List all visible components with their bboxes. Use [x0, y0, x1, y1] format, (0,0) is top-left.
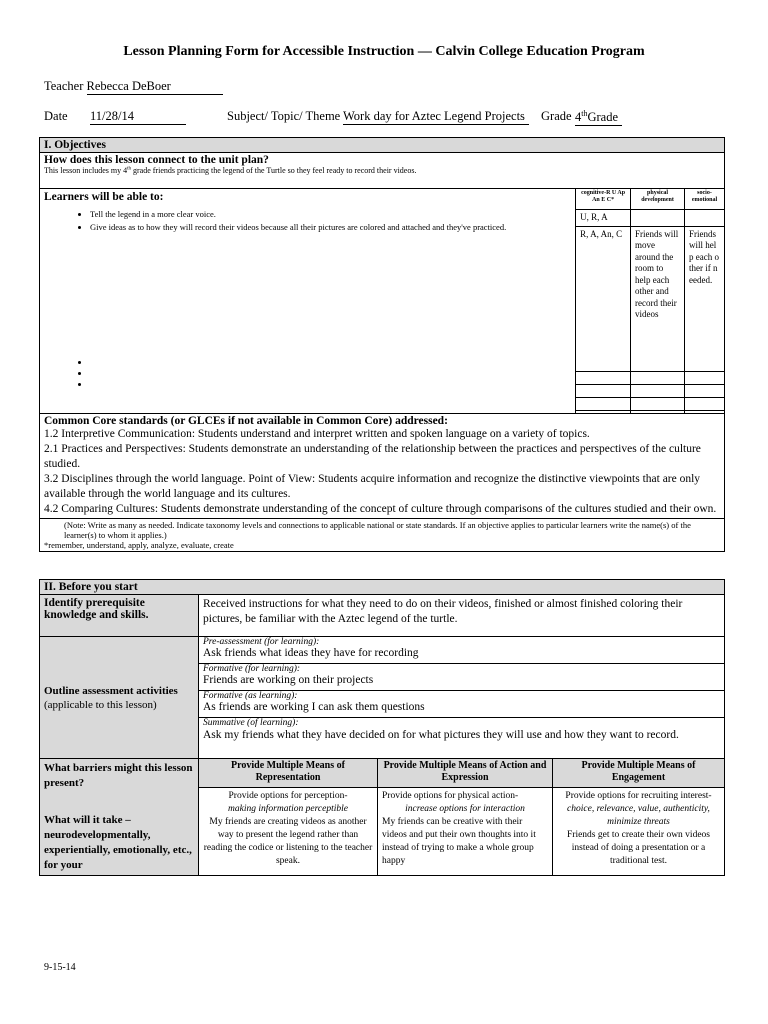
- learners-cell: [40, 189, 576, 414]
- objective-1-physical: [631, 210, 685, 227]
- empty-cell: [576, 371, 631, 384]
- taxonomy-footnote: *remember, understand, apply, analyze, evaluate, create: [44, 539, 234, 550]
- col-physical-header: physical development: [631, 189, 685, 210]
- empty-cell: [685, 397, 725, 410]
- objectives-section-title: I. Objectives: [40, 138, 725, 153]
- means-intro: Provide options for recruiting interest-: [565, 790, 712, 801]
- common-core-cell: [40, 413, 725, 518]
- standard-item: 4.2 Comparing Cultures: Students demonstrate understanding of the concept of culture through comparisons of the cultures studied and their own.: [44, 502, 717, 515]
- note-text: (Note: Write as many as needed. Indicate taxonomy levels and connections to applicable national or state standards. If an objective applies to particular learners write the name(s) of the learner(s) to whom it applies.): [64, 519, 691, 540]
- objective-2-cognitive: R, A, An, C: [576, 226, 631, 371]
- connect-cell: [40, 153, 725, 189]
- assessment-label: Outline assessment activities: [44, 684, 178, 697]
- objective-2-physical: Friends will move around the room to help each other and record their videos: [631, 226, 685, 371]
- empty-cell: [685, 384, 725, 397]
- means-italic: making information perceptible: [228, 803, 348, 814]
- teacher-row: [44, 79, 223, 95]
- assessment-value: Ask friends what ideas they have for recording: [203, 647, 419, 659]
- empty-bullets: [44, 357, 90, 390]
- standard-item: 2.1 Practices and Perspectives: Students demonstrate an understanding of the relationship between the practices and perspectives of the culture studied.: [44, 442, 701, 470]
- objective-2-socio: Friends will help each other if needed.: [685, 226, 725, 371]
- before-section-title: II. Before you start: [40, 580, 725, 595]
- objective-1-socio: [685, 210, 725, 227]
- formative-as-cell: [199, 691, 725, 718]
- empty-cell: [631, 384, 685, 397]
- assessment-value: As friends are working I can ask them questions: [203, 701, 425, 713]
- learner-objective-item: • Give ideas as to how they will record their videos because all their pictures are colored and attached and they've practiced.: [90, 222, 571, 233]
- pre-assessment-cell: [199, 637, 725, 664]
- assessment-type: Formative (as learning):: [203, 691, 298, 701]
- footer-date: 9-15-14: [44, 962, 76, 973]
- teacher-label: Teacher: [44, 79, 84, 93]
- assessment-type: Pre-assessment (for learning):: [203, 637, 320, 647]
- assessment-type: Summative (of learning):: [203, 718, 299, 728]
- means-body: My friends can be creative with their videos and put their own thoughts into it instead of trying to make a whole group happy: [382, 816, 536, 866]
- means-action-cell: [378, 787, 553, 875]
- learners-list: [44, 209, 571, 233]
- teacher-field[interactable]: Rebecca DeBoer: [87, 79, 223, 95]
- grade-field[interactable]: 4thGrade: [575, 109, 622, 126]
- what-will-it-take-label: What will it take – neurodevelopmentally, experientially, emotionally, etc., for your: [44, 814, 192, 871]
- barriers-cell: [40, 759, 199, 876]
- summative-cell: [199, 718, 725, 759]
- means-intro: Provide options for physical action-: [382, 790, 519, 801]
- barriers-label: What barriers might this lesson present?: [44, 762, 193, 789]
- col-socio-header: socio-emotional: [685, 189, 725, 210]
- means-representation-header: Provide Multiple Means of Representation: [199, 759, 378, 788]
- means-action-header: Provide Multiple Means of Action and Expression: [378, 759, 553, 788]
- connect-question: How does this lesson connect to the unit plan?: [44, 154, 269, 166]
- objectives-table: [39, 137, 725, 552]
- learner-objective-item: • Tell the legend in a more clear voice.: [90, 209, 571, 220]
- standard-item: 3.2 Disciplines through the world language. Point of View: Students acquire information and recognize the distinctive viewpoints that are only available through the world language and its cultures.: [44, 472, 701, 500]
- means-body: Friends get to create their own videos instead of doing a presentation or a traditional test.: [567, 829, 710, 866]
- standard-item: 1.2 Interpretive Communication: Students understand and interpret written and spoken language on a variety of topics.: [44, 427, 590, 440]
- common-core-label: Common Core standards (or GLCEs if not available in Common Core) addressed:: [44, 414, 448, 427]
- assessment-label-cell: [40, 637, 199, 759]
- date-label: Date: [44, 109, 68, 123]
- empty-cell: [576, 397, 631, 410]
- empty-cell: [576, 384, 631, 397]
- before-table: [39, 579, 725, 876]
- means-engagement-header: Provide Multiple Means of Engagement: [553, 759, 725, 788]
- empty-cell: [685, 371, 725, 384]
- subject-field[interactable]: Work day for Aztec Legend Projects: [343, 109, 529, 125]
- assessment-sublabel: (applicable to this lesson): [44, 698, 157, 711]
- means-italic: increase options for interaction: [405, 803, 525, 814]
- note-cell: [40, 518, 725, 551]
- formative-for-cell: [199, 664, 725, 691]
- objective-1-cognitive: U, R, A: [576, 210, 631, 227]
- means-representation-cell: [199, 787, 378, 875]
- assessment-value: Ask my friends what they have decided on for what pictures they will use and how they want to record.: [203, 729, 679, 741]
- subject-label: Subject/ Topic/ Theme: [227, 109, 341, 123]
- means-italic: choice, relevance, value, authenticity, minimize threats: [567, 803, 710, 827]
- connect-answer: This lesson includes my 4th grade friends practicing the legend of the Turtle so they feel ready to record their videos.: [44, 166, 417, 175]
- empty-cell: [631, 371, 685, 384]
- means-engagement-cell: [553, 787, 725, 875]
- learners-label: Learners will be able to:: [44, 191, 164, 203]
- means-body: My friends are creating videos as another way to present the legend rather than reading the codice or listening to the teacher speak.: [203, 816, 373, 866]
- date-field[interactable]: 11/28/14: [90, 109, 186, 125]
- empty-cell: [631, 397, 685, 410]
- page-title: Lesson Planning Form for Accessible Instruction — Calvin College Education Program: [123, 44, 645, 59]
- assessment-type: Formative (for learning):: [203, 664, 301, 674]
- means-intro: Provide options for perception-: [228, 790, 348, 801]
- grade-label: Grade: [541, 109, 572, 123]
- col-cognitive-header: cognitive-R U Ap An E C*: [576, 189, 631, 210]
- prereq-label: Identify prerequisite knowledge and skills.: [40, 595, 199, 637]
- assessment-value: Friends are working on their projects: [203, 674, 374, 686]
- prereq-value: Received instructions for what they need to do on their videos, finished or almost finished coloring their pictures, be familiar with the Aztec legend of the turtle.: [199, 595, 725, 637]
